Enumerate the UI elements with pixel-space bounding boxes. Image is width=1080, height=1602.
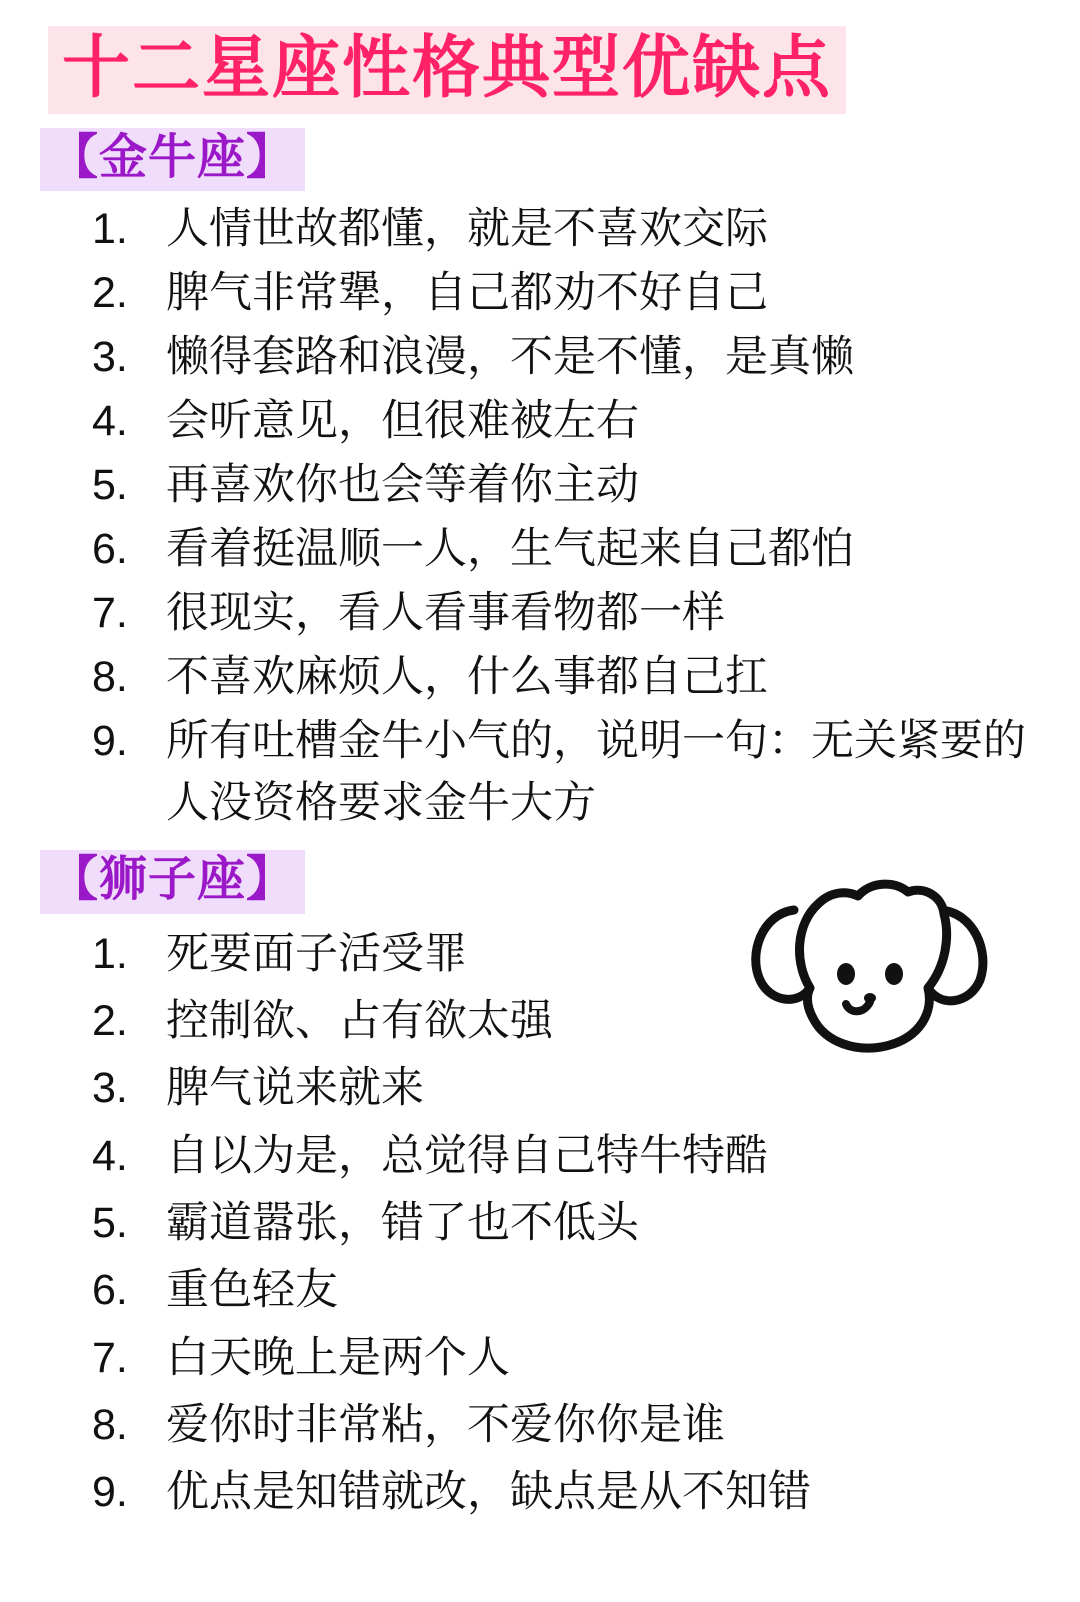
section-heading-leo: 【狮子座】 [40,850,305,913]
list-item-text: 会听意见，但很难被左右 [166,397,639,446]
list-item [92,711,1040,835]
list-leo [0,922,1080,1526]
list-item [92,1460,1040,1525]
list-item-text: 脾气说来就来 [166,1064,424,1113]
list-item-number: 5. [92,460,128,509]
list-item-number: 4. [92,397,128,446]
list-item [92,263,1040,325]
section-heading-taurus: 【金牛座】 [40,128,305,191]
section-taurus [0,114,1080,834]
list-item-number: 3. [92,1064,128,1113]
list-item-number: 3. [92,333,128,382]
list-item-number: 1. [92,205,128,254]
list-item-text: 看着挺温顺一人，生气起来自己都怕 [166,524,854,573]
list-item-number: 8. [92,652,128,701]
list-item-number: 7. [92,1333,128,1382]
list-item-text: 很现实，看人看事看物都一样 [166,588,725,637]
list-item-text: 人情世故都懂，就是不喜欢交际 [166,205,768,254]
list-item-number: 1. [92,929,128,978]
list-item-text: 爱你时非常粘，不爱你你是谁 [166,1401,725,1450]
list-item-text: 控制欲、占有欲太强 [166,996,553,1045]
list-item-text: 重色轻友 [166,1266,338,1315]
list-item [92,922,1040,987]
list-item-number: 4. [92,1131,128,1180]
list-item [92,1056,1040,1121]
list-item-number: 9. [92,716,128,765]
list-item-text: 死要面子活受罪 [166,929,467,978]
list-item-text: 所有吐槽金牛小气的，说明一句：无关紧要的人没资格要求金牛大方 [166,716,1026,827]
list-item-number: 8. [92,1401,128,1450]
list-item-number: 2. [92,269,128,318]
list-item [92,199,1040,261]
list-item [92,989,1040,1054]
list-item-number: 9. [92,1468,128,1517]
list-item [92,1326,1040,1391]
list-item-text: 脾气非常犟，自己都劝不好自己 [166,269,768,318]
list-item-number: 2. [92,996,128,1045]
list-item [92,583,1040,645]
list-item-text: 自以为是，总觉得自己特牛特酷 [166,1131,768,1180]
list-item-text: 懒得套路和浪漫，不是不懂，是真懒 [166,333,854,382]
list-item-text: 再喜欢你也会等着你主动 [166,460,639,509]
list-item [92,647,1040,709]
list-item [92,1393,1040,1458]
list-item-number: 6. [92,524,128,573]
page-title: 十二星座性格典型优缺点 [48,26,846,114]
list-item [92,1191,1040,1256]
list-item [92,455,1040,517]
list-item-text: 优点是知错就改，缺点是从不知错 [166,1468,811,1517]
list-item-text: 白天晚上是两个人 [166,1333,510,1382]
list-item-number: 6. [92,1266,128,1315]
list-taurus [0,199,1080,834]
list-item [92,391,1040,453]
list-item [92,327,1040,389]
title-container [0,0,1080,114]
list-item-text: 霸道嚣张，错了也不低头 [166,1199,639,1248]
list-item-number: 7. [92,588,128,637]
list-item-number: 5. [92,1199,128,1248]
list-item-text: 不喜欢麻烦人，什么事都自己扛 [166,652,768,701]
section-leo [0,836,1080,1525]
list-item [92,1124,1040,1189]
list-item [92,519,1040,581]
list-item [92,1258,1040,1323]
